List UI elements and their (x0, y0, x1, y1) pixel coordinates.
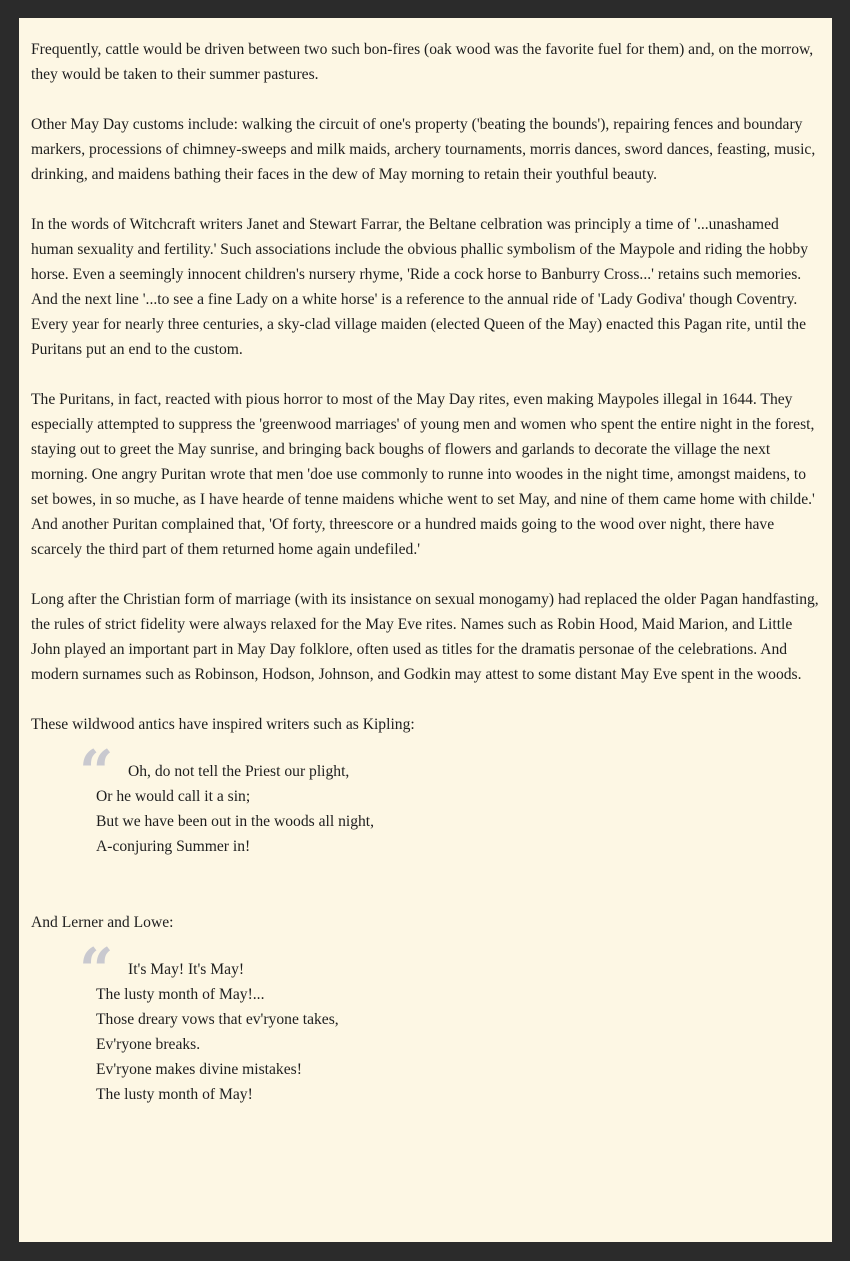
lerner-intro: And Lerner and Lowe: (31, 914, 174, 931)
quote-line: The lusty month of May!... (96, 986, 265, 1003)
quote-line: A-conjuring Summer in! (96, 838, 251, 855)
kipling-intro: These wildwood antics have inspired writers such as Kipling: (31, 716, 415, 733)
lerner-blockquote (79, 936, 820, 1107)
quote-line: Ev'ryone breaks. (96, 1036, 201, 1053)
paragraph-bonfires: Frequently, cattle would be driven between two such bon-fires (oak wood was the favorite fuel for them) and, on the morrow, they would be taken to their summer pastures. (31, 41, 814, 83)
quote-line: Ev'ryone makes divine mistakes! (96, 1061, 302, 1078)
article-page (19, 18, 832, 1242)
quote-line: Those dreary vows that ev'ryone takes, (96, 1011, 339, 1028)
kipling-blockquote (79, 738, 820, 859)
quote-line: Or he would call it a sin; (96, 788, 251, 805)
paragraph-puritans: The Puritans, in fact, reacted with pious horror to most of the May Day rites, even making Maypoles illegal in 1644. They especially attempted to suppress the 'greenwood marriages' of young men and women who spent the entire night in the forest, staying out to greet the May sunrise, and bringing back boughs of flowers and garlands to decorate the village the next morning. One angry Puritan wrote that men 'doe use commonly to runne into woodes in the night time, amongst maidens, to set bowes, in so muche, as I have hearde of tenne maidens whiche went to set May, and nine of them came home with childe.' And another Puritan complained that, 'Of forty, threescore or a hundred maids going to the wood over night, there have scarcely the third part of them returned home again undefiled.' (31, 391, 815, 558)
paragraph-customs: Other May Day customs include: walking the circuit of one's property ('beating the bounds'), repairing fences and boundary markers, processions of chimney-sweeps and milk maids, archery tournaments, morris dances, sword dances, feasting, music, drinking, and maidens bathing their faces in the dew of May morning to retain their youthful beauty. (31, 116, 816, 183)
paragraph-farrar: In the words of Witchcraft writers Janet and Stewart Farrar, the Beltane celbration was principly a time of '...unashamed human sexuality and fertility.' Such associations include the obvious phallic symbolism of the Maypole and riding the hobby horse. Even a seemingly innocent children's nursery rhyme, 'Ride a cock horse to Banburry Cross...' retains such memories. And the next line '...to see a fine Lady on a white horse' is a reference to the annual ride of 'Lady Godiva' though Coventry. Every year for nearly three centuries, a sky-clad village maiden (elected Queen of the May) enacted this Pagan rite, until the Puritans put an end to the custom. (31, 216, 809, 358)
quote-mark-icon: “ (79, 936, 114, 1006)
quote-line: But we have been out in the woods all night, (96, 813, 375, 830)
quote-mark-icon: “ (79, 738, 114, 808)
paragraph-handfasting: Long after the Christian form of marriage (with its insistance on sexual monogamy) had replaced the older Pagan handfasting, the rules of strict fidelity were always relaxed for the May Eve rites. Names such as Robin Hood, Maid Marion, and Little John played an important part in May Day folklore, often used as titles for the dramatis personae of the celebrations. And modern surnames such as Robinson, Hodson, Johnson, and Godkin may attest to some distant May Eve spent in the woods. (31, 591, 819, 683)
quote-line: The lusty month of May! (96, 1086, 253, 1103)
quote-line: Oh, do not tell the Priest our plight, (128, 763, 350, 780)
quote-line: It's May! It's May! (128, 961, 245, 978)
